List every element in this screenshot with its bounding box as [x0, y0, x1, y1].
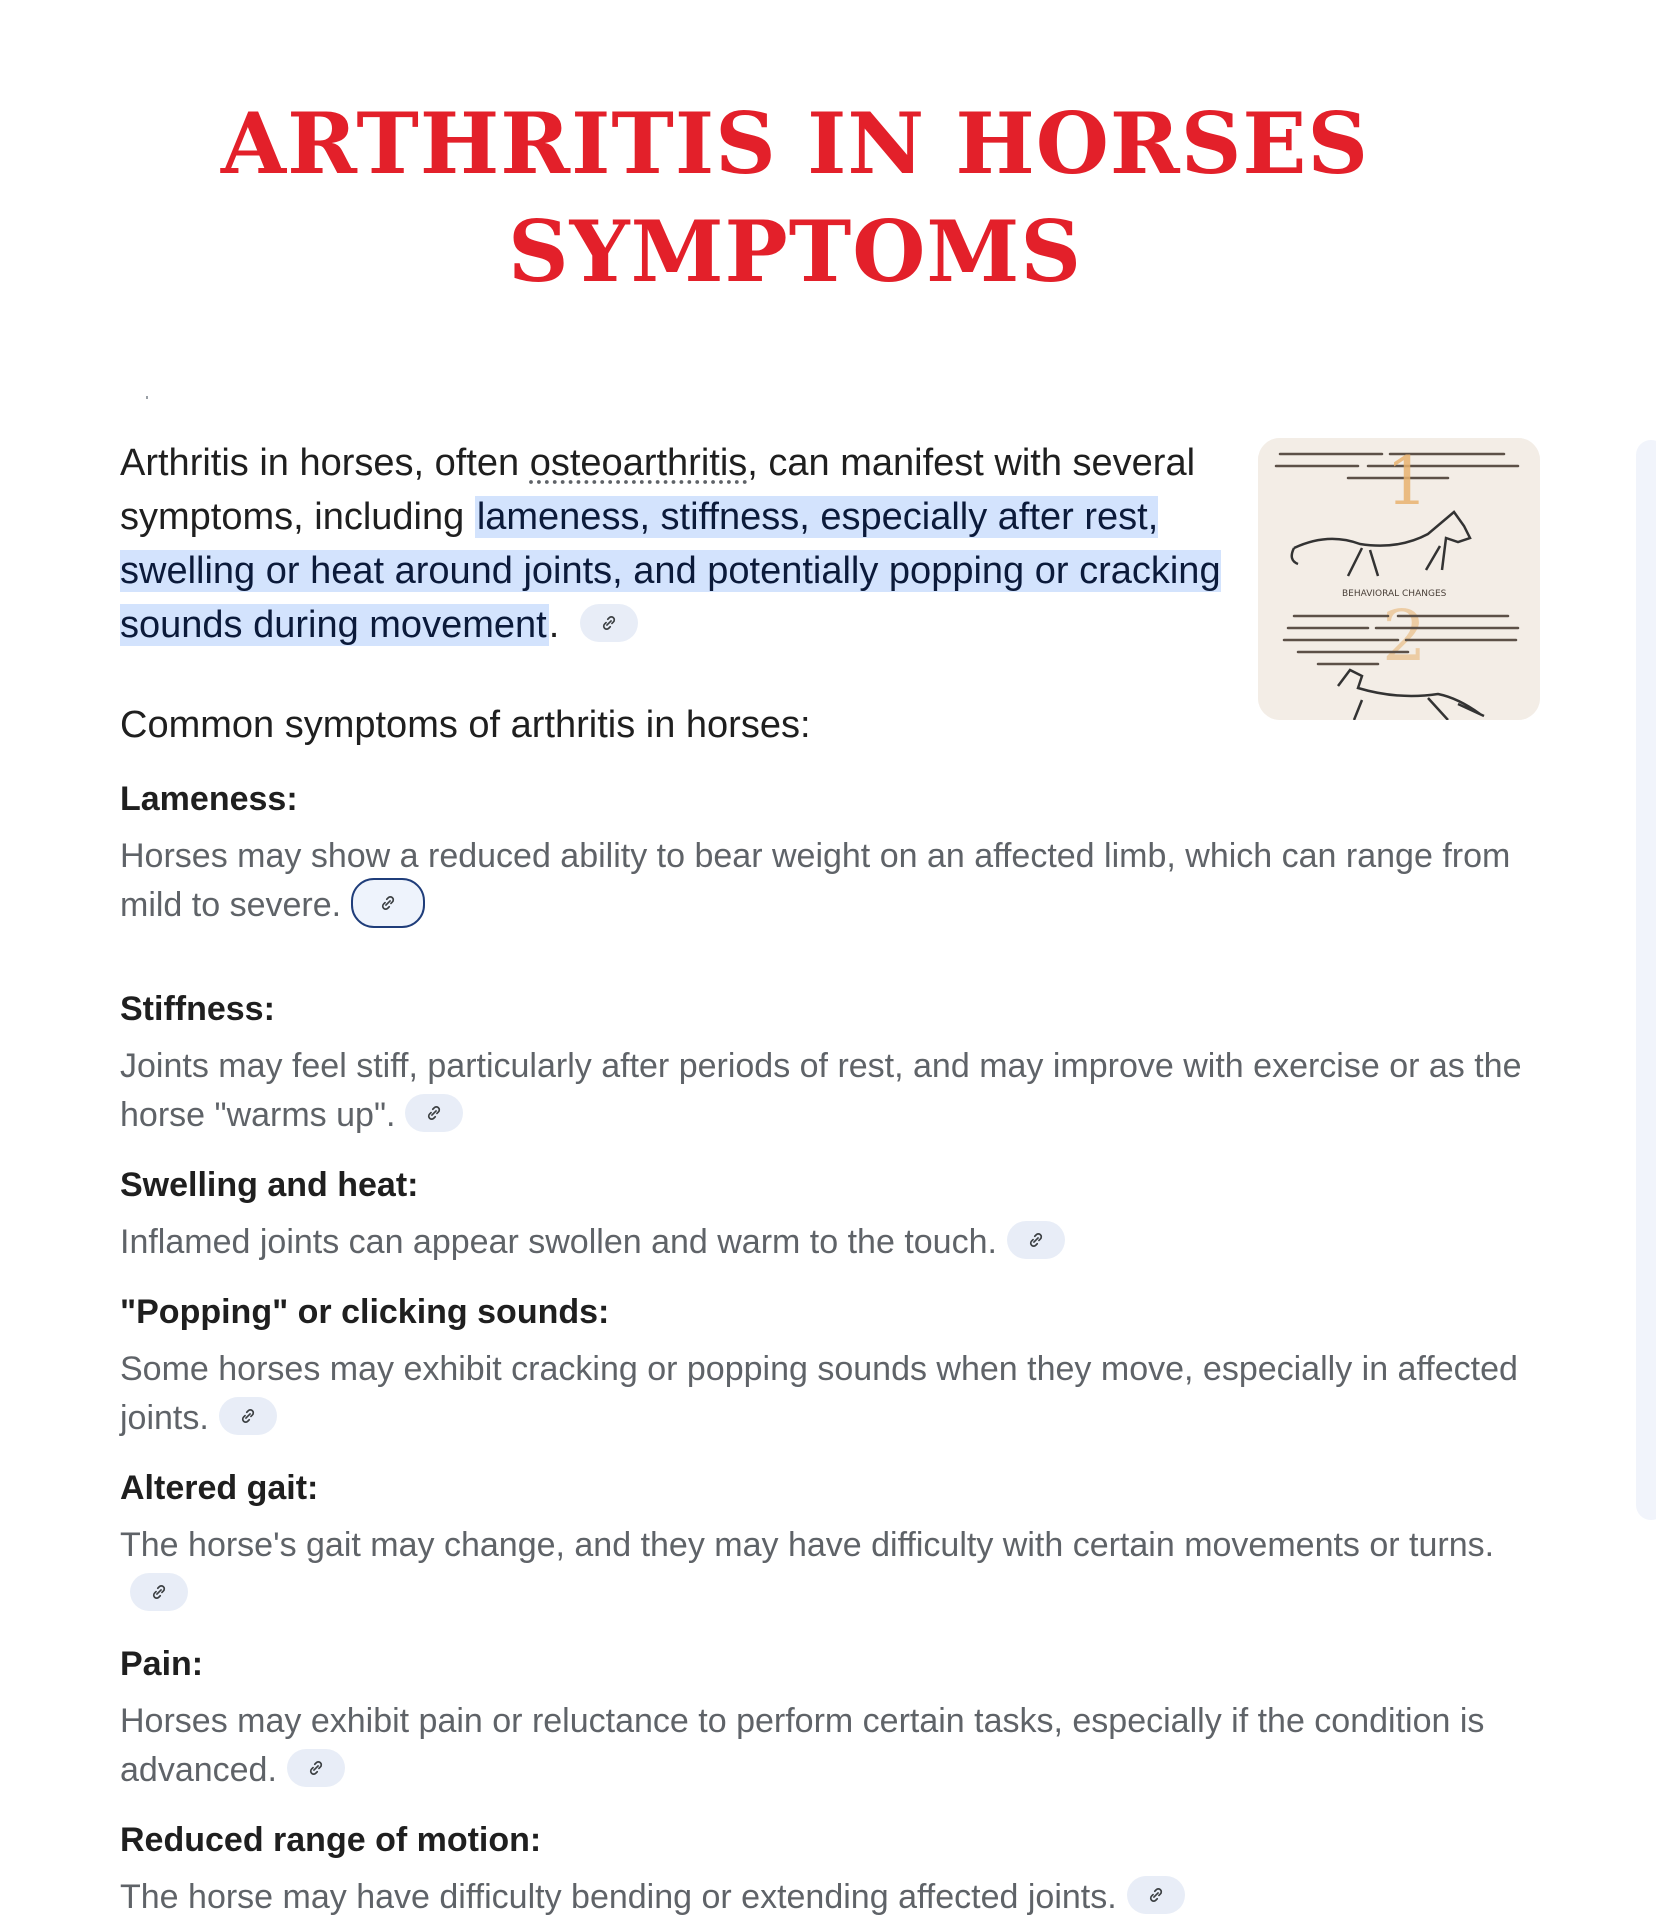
horse-infographic-image	[1258, 438, 1540, 720]
highlighted-passage: lameness, stiffness, especially after rest, swelling or heat around joints, and potentially popping or cracking sounds during movement	[120, 496, 1221, 646]
title-line-2: SYMPTOMS	[507, 202, 1083, 301]
list-item	[120, 1817, 1560, 1922]
link-icon	[1146, 1885, 1166, 1905]
source-link-button[interactable]	[219, 1397, 277, 1435]
link-icon	[149, 1582, 169, 1602]
intro-paragraph	[120, 436, 1230, 652]
link-icon	[424, 1103, 444, 1123]
link-icon	[378, 893, 398, 913]
intro-text: Arthritis in horses, often	[120, 442, 530, 484]
symptom-list	[120, 776, 1560, 1922]
intro-text: .	[548, 604, 560, 646]
source-link-button[interactable]	[1127, 1876, 1185, 1914]
item-desc: Joints may feel stiff, particularly after periods of rest, and may improve with exercise or as the horse "warms up".	[120, 1047, 1522, 1135]
item-title: Lameness:	[120, 780, 298, 818]
item-title: Swelling and heat:	[120, 1166, 419, 1205]
osteoarthritis-term-link[interactable]: osteoarthritis	[529, 442, 748, 484]
item-title: "Popping" or clicking sounds:	[120, 1293, 610, 1332]
side-panel-edge	[1636, 440, 1656, 1520]
svg-text:2: 2	[1382, 595, 1427, 677]
source-link-button[interactable]	[130, 1573, 188, 1611]
page-title	[0, 90, 1590, 306]
source-link-button[interactable]	[405, 1094, 463, 1132]
list-item	[120, 1641, 1560, 1795]
source-link-button[interactable]	[287, 1749, 345, 1787]
svg-text:1: 1	[1386, 443, 1428, 520]
list-item	[120, 1289, 1560, 1443]
svg-text:BEHAVIORAL CHANGES: BEHAVIORAL CHANGES	[1342, 589, 1447, 599]
source-link-button[interactable]	[1007, 1221, 1065, 1259]
list-item	[120, 776, 1560, 932]
infographic-thumbnail[interactable]	[1258, 438, 1540, 720]
item-desc: Inflamed joints can appear swollen and warm to the touch.	[120, 1218, 1560, 1267]
list-item	[120, 986, 1560, 1140]
item-desc: The horse may have difficulty bending or extending affected joints.	[120, 1873, 1560, 1922]
item-desc: Some horses may exhibit cracking or popping sounds when they move, especially in affected joints.	[120, 1350, 1518, 1438]
link-icon	[1026, 1230, 1046, 1250]
source-link-button[interactable]	[580, 604, 638, 642]
intro-text: , can manifest with several symptoms, including	[120, 442, 1196, 538]
link-icon	[238, 1406, 258, 1426]
list-item	[120, 1162, 1560, 1267]
link-icon	[306, 1758, 326, 1778]
item-title: Reduced range of motion:	[120, 1821, 542, 1860]
link-icon	[599, 613, 619, 633]
item-title: Altered gait:	[120, 1469, 319, 1508]
item-title: Stiffness:	[120, 990, 275, 1029]
source-link-button[interactable]	[351, 878, 425, 928]
item-title: Pain:	[120, 1645, 204, 1684]
section-heading: Common symptoms of arthritis in horses:	[120, 704, 811, 746]
title-line-1: ARTHRITIS IN HORSES	[220, 94, 1370, 193]
stray-mark	[146, 396, 148, 399]
list-item	[120, 1465, 1560, 1619]
item-desc: The horse's gait may change, and they may have difficulty with certain movements or turns.	[120, 1521, 1560, 1619]
item-desc: Horses may show a reduced ability to bear weight on an affected limb, which can range from mild to severe.	[120, 832, 1560, 932]
item-desc: Horses may exhibit pain or reluctance to perform certain tasks, especially if the condition is advanced.	[120, 1702, 1485, 1790]
